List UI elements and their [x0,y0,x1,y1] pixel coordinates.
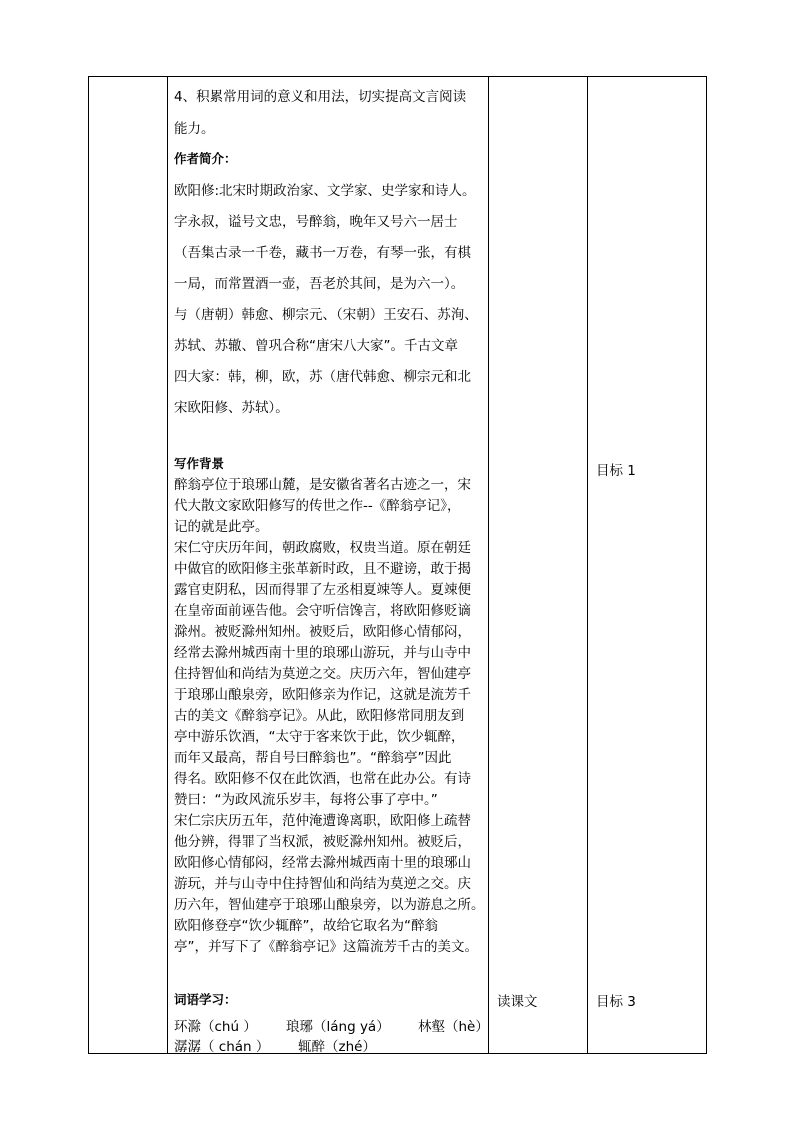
background-line: 他分辨，得罪了当权派，被贬滁州知州。被贬后， [174,834,471,850]
background-line: 而年又最高，帮自号曰醉翁也”。“醉翁亭”因此 [174,750,452,766]
background-line: 露官吏阴私，因而得罪了左丞相夏竦等人。夏竦便 [174,582,471,598]
author-line: 苏轼、苏辙、曾巩合称“唐宋八大家”。千古文章 [174,338,458,354]
activity-text: 读课文 [497,994,538,1010]
background-line: 欧阳修登亭“饮少辄醉”，故给它取名为“醉翁 [174,918,438,934]
author-line: 欧阳修:北宋时期政治家、文学家、史学家和诗人。 [174,183,476,199]
vocab-item: 潺潺（ chán ） [174,1039,270,1055]
goal-item-4: 4、积累常用词的意义和用法，切实提高文言阅读 [174,89,467,105]
background-line: 亭”，并写下了《醉翁亭记》这篇流芳千古的美文。 [174,939,478,955]
empty-cell [89,77,168,1054]
author-heading: 作者简介： [174,151,237,166]
author-line: （吾集古录一千卷，藏书一万卷，有琴一张，有棋 [174,245,471,261]
background-line: 欧阳修心情郁闷，经常去滁州城西南十里的琅琊山 [174,855,471,871]
target-label: 目标 3 [596,994,636,1010]
background-line: 亭中游乐饮酒，“太守于客来饮于此，饮少辄醉， [174,729,465,745]
author-line: 与（唐朝）韩愈、柳宗元、（宋朝）王安石、苏洵、 [174,307,478,323]
background-line: 滁州。被贬滁州知州。被贬后，欧阳修心情郁闷， [174,624,471,640]
background-line: 于琅琊山酿泉旁，欧阳修亲为作记，这就是流芳千 [174,687,471,703]
background-line: 宋仁宗庆历五年，范仲淹遭谗离职，欧阳修上疏替 [174,813,471,829]
vocab-item: 琅琊（láng yá） [286,1019,390,1035]
background-line: 中做官的欧阳修主张革新时政，且不避谤，敢于揭 [174,561,471,577]
vocab-item: 林壑（hè） [418,1019,489,1035]
background-line: 经常去滁州城西南十里的琅琊山游玩，并与山寺中 [174,645,471,661]
table-row [89,77,707,1054]
background-line: 住持智仙和尚结为莫逆之交。庆历六年，智仙建亭 [174,666,471,682]
vocab-heading: 词语学习： [174,992,237,1007]
author-line: 字永叔，谥号文忠，号醉翁，晚年又号六一居士 [174,214,458,230]
background-line: 游玩，并与山寺中住持智仙和尚结为莫逆之交。庆 [174,876,471,892]
background-line: 赞曰：“为政风流乐岁丰，每将公事了亭中。” [174,792,438,808]
activity-cell [489,77,588,1054]
background-line: 得名。欧阳修不仅在此饮酒，也常在此办公。有诗 [174,771,471,787]
background-line: 醉翁亭位于琅琊山麓，是安徽省著名古迹之一，宋 [174,477,471,493]
background-line: 宋仁守庆历年间，朝政腐败，权贵当道。原在朝廷 [174,540,471,556]
target-label: 目标 1 [596,463,636,479]
content-cell [168,77,489,1054]
target-cell [588,77,707,1054]
goal-item-4-continued: 能力。 [174,121,215,137]
background-heading: 写作背景 [174,456,225,471]
author-line: 宋欧阳修、苏轼）。 [174,400,289,416]
vocab-item: 辄醉（zhé） [298,1039,376,1055]
author-line: 一局，而常置酒一壶，吾老於其间，是为六一）。 [174,276,465,292]
background-line: 古的美文《醉翁亭记》。从此，欧阳修常同朋友到 [174,708,465,724]
vocab-item: 环滁（chú ） [174,1019,257,1035]
background-line: 在皇帝面前诬告他。会守听信馋言，将欧阳修贬谪 [174,603,471,619]
author-line: 四大家：韩，柳，欧，苏（唐代韩愈、柳宗元和北 [174,369,471,385]
background-line: 记的就是此亭。 [174,519,269,535]
lesson-plan-table [88,76,707,1054]
background-line: 代大散文家欧阳修写的传世之作--《醉翁亭记》， [174,498,461,514]
background-line: 历六年，智仙建亭于琅琊山酿泉旁，以为游息之所。 [174,897,485,913]
